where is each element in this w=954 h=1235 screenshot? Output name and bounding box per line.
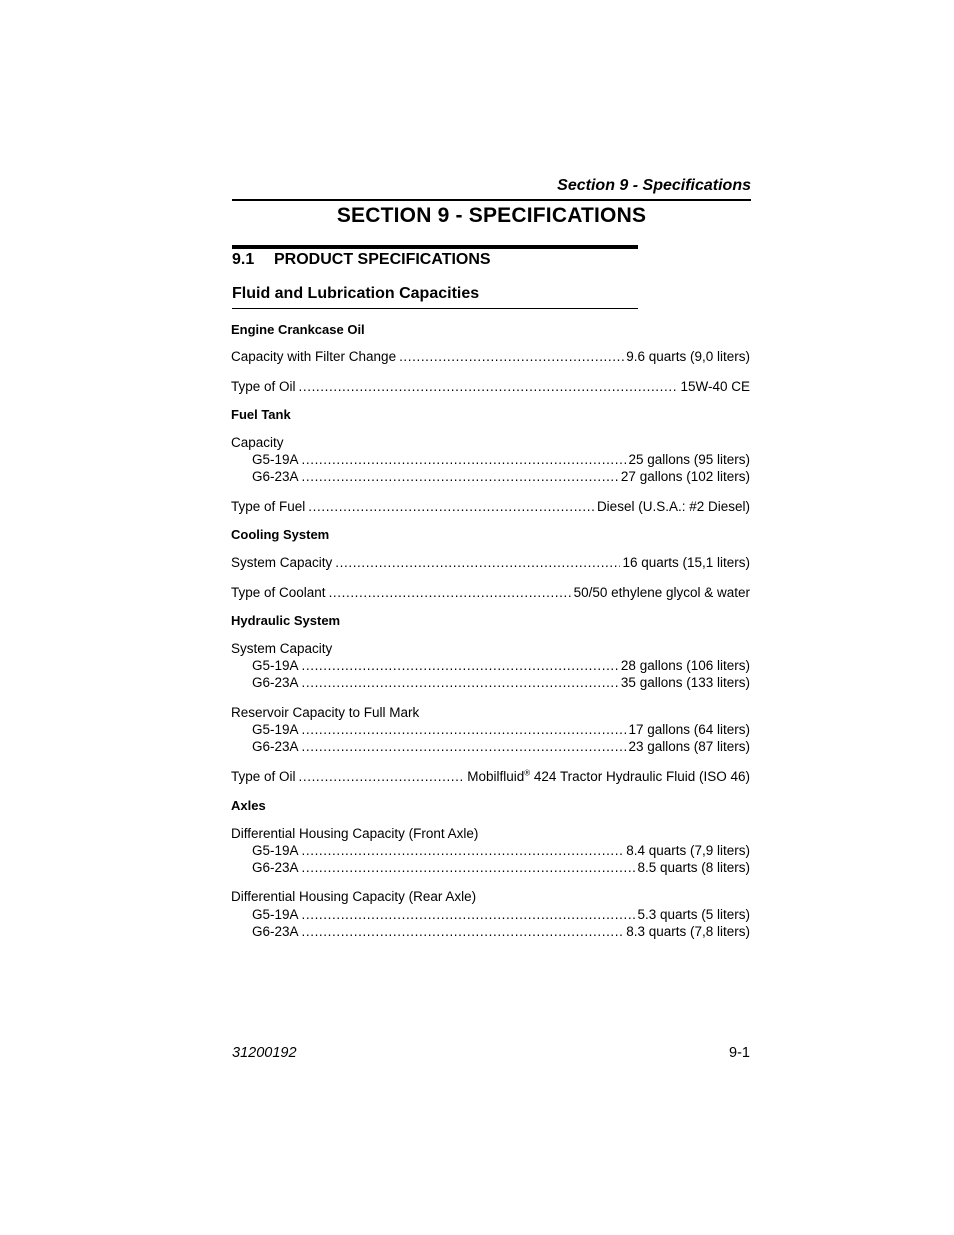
spec-value: 25 gallons (95 liters) <box>628 452 750 467</box>
spec-value: 8.4 quarts (7,9 liters) <box>626 843 750 858</box>
spec-label: System Capacity <box>231 555 333 570</box>
dot-leader <box>302 657 619 674</box>
spec-value: 35 gallons (133 liters) <box>620 675 750 690</box>
dot-leader <box>302 923 625 940</box>
rear-axle-label: Differential Housing Capacity (Rear Axle) <box>231 889 477 904</box>
fluid-title-rule <box>232 308 638 309</box>
spec-value: 9.6 quarts (9,0 liters) <box>626 349 750 364</box>
spec-label: Type of Fuel <box>231 499 306 514</box>
rear-g6-row <box>252 923 750 940</box>
spec-value: 15W-40 CE <box>680 379 750 394</box>
front-g5-row <box>252 842 750 859</box>
reservoir-label: Reservoir Capacity to Full Mark <box>231 705 420 720</box>
spec-label: Type of Oil <box>231 379 296 394</box>
fuel-g6-row <box>252 468 750 485</box>
axles-heading: Axles <box>231 798 266 813</box>
spec-value: Diesel (U.S.A.: #2 Diesel) <box>596 499 750 514</box>
model-label: G5-19A <box>252 658 299 673</box>
hydraulic-g6-row <box>252 674 750 691</box>
running-header: Section 9 - Specifications <box>557 177 751 194</box>
rear-g5-row <box>252 906 750 923</box>
registered-mark: ® <box>524 768 531 778</box>
fluid-capacities-title: Fluid and Lubrication Capacities <box>232 285 480 302</box>
oil-brand: Mobilfluid <box>467 769 525 784</box>
hydraulic-g5-row <box>252 657 750 674</box>
model-label: G6-23A <box>252 675 299 690</box>
spec-value: 23 gallons (87 liters) <box>628 739 750 754</box>
dot-leader <box>302 906 636 923</box>
hydraulic-oil-type-row <box>231 768 750 785</box>
model-label: G5-19A <box>252 843 299 858</box>
dot-leader <box>302 859 636 876</box>
coolant-type-row <box>231 584 750 601</box>
spec-value: 17 gallons (64 liters) <box>628 722 750 737</box>
fuel-tank-heading: Fuel Tank <box>231 407 291 422</box>
header-rule <box>232 199 751 201</box>
spec-label: Type of Coolant <box>231 585 326 600</box>
dot-leader <box>308 498 595 515</box>
model-label: G5-19A <box>252 907 299 922</box>
spec-value: 27 gallons (102 liters) <box>620 469 750 484</box>
cooling-capacity-row <box>231 554 750 571</box>
subsection-number: 9.1 <box>232 251 255 268</box>
fuel-g5-row <box>252 451 750 468</box>
dot-leader <box>302 721 627 738</box>
spec-value <box>465 768 750 785</box>
engine-oil-type-row <box>231 378 750 395</box>
dot-leader <box>302 674 619 691</box>
spec-label: Type of Oil <box>231 769 296 784</box>
subsection-title: PRODUCT SPECIFICATIONS <box>274 251 491 268</box>
spec-label: Capacity with Filter Change <box>231 349 397 364</box>
model-label: G5-19A <box>252 452 299 467</box>
front-g6-row <box>252 859 750 876</box>
hydraulic-heading: Hydraulic System <box>231 613 341 628</box>
dot-leader <box>302 738 627 755</box>
dot-leader <box>299 768 466 785</box>
dot-leader <box>399 348 624 365</box>
front-axle-label: Differential Housing Capacity (Front Axle) <box>231 826 479 841</box>
engine-filter-row <box>231 348 750 365</box>
reservoir-g6-row <box>252 738 750 755</box>
spec-value: 8.3 quarts (7,8 liters) <box>626 924 750 939</box>
page-number: 9-1 <box>729 1045 750 1061</box>
spec-value: 50/50 ethylene glycol & water <box>573 585 750 600</box>
hydraulic-capacity-label: System Capacity <box>231 641 333 656</box>
section-rule <box>232 245 638 249</box>
cooling-heading: Cooling System <box>231 527 330 542</box>
fuel-capacity-label: Capacity <box>231 435 284 450</box>
dot-leader <box>302 451 627 468</box>
fuel-type-row <box>231 498 750 515</box>
dot-leader <box>335 554 620 571</box>
reservoir-g5-row <box>252 721 750 738</box>
engine-oil-heading: Engine Crankcase Oil <box>231 322 365 337</box>
spec-value: 5.3 quarts (5 liters) <box>637 907 750 922</box>
dot-leader <box>329 584 572 601</box>
section-title: SECTION 9 - SPECIFICATIONS <box>336 204 647 227</box>
model-label: G6-23A <box>252 924 299 939</box>
dot-leader <box>299 378 679 395</box>
spec-value: 28 gallons (106 liters) <box>620 658 750 673</box>
spec-value: 8.5 quarts (8 liters) <box>637 860 750 875</box>
dot-leader <box>302 468 619 485</box>
model-label: G6-23A <box>252 739 299 754</box>
oil-description: 424 Tractor Hydraulic Fluid (ISO 46) <box>530 769 750 784</box>
dot-leader <box>302 842 625 859</box>
model-label: G6-23A <box>252 469 299 484</box>
model-label: G6-23A <box>252 860 299 875</box>
document-number: 31200192 <box>232 1045 297 1061</box>
model-label: G5-19A <box>252 722 299 737</box>
spec-value: 16 quarts (15,1 liters) <box>622 555 750 570</box>
